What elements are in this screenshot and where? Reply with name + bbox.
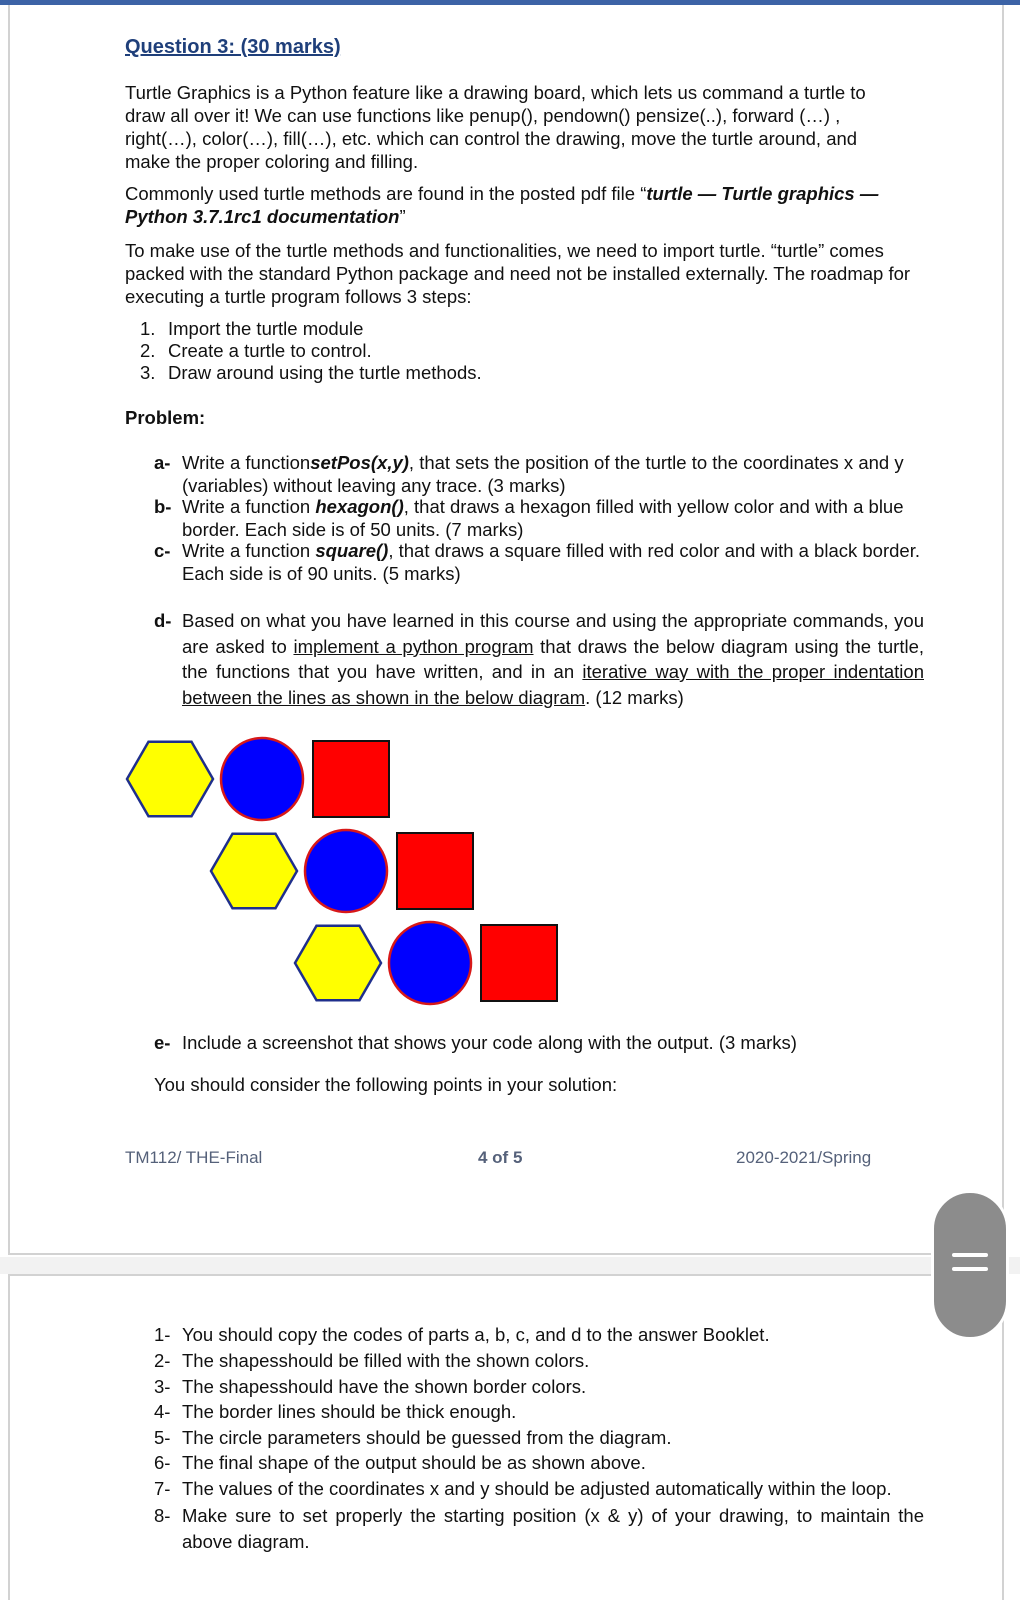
step-item [140,317,840,340]
part-text-post: , that draws a hexagon filled with yellow color and with a blue border. Each side is of 50 units. (7 marks) [182,496,904,540]
footer-page-number: 4 of 5 [478,1148,523,1167]
circle-shape [305,830,387,912]
intro2-suffix: ” [399,206,406,227]
intro2-prefix: Commonly used turtle methods are found in the posted pdf file “ [125,183,647,204]
function-name: hexagon() [315,496,404,517]
footer-course: TM112/ THE-Final [125,1148,263,1167]
point-item [154,1349,924,1372]
grip-line [952,1253,988,1257]
part-marker: d- [154,610,172,631]
step-text: Create a turtle to control. [168,340,372,361]
hexagon-shape [295,926,381,1000]
point-marker: 5- [154,1427,171,1448]
problem-part-d [154,608,924,710]
step-marker: 1. [140,318,156,339]
turtle-diagram [0,720,1020,1020]
function-name: square() [315,540,389,561]
part-marker: a- [154,452,171,473]
part-marker: b- [154,496,172,517]
part-d-link-2: iterative way with the proper indentation between the lines as shown in the below diagram [182,661,924,708]
point-marker: 4- [154,1401,171,1422]
square-shape [397,833,473,909]
point-marker: 6- [154,1452,171,1473]
intro-paragraph-2 [125,182,925,228]
grip-line [952,1267,988,1271]
part-text-pre: Write a function [182,452,311,473]
intro-paragraph-1: Turtle Graphics is a Python feature like a drawing board, which lets us command a turtle to draw all over it! We can use functions like penup(), pendown() pensize(..), forward (…) , right(…), color(…), fill(…), etc. which can control the drawing, move the turtle around, and make the proper coloring and filling. [125,82,866,172]
problem-part-a [154,451,929,497]
part-marker: e- [154,1032,171,1053]
point-item [154,1451,924,1474]
part-text-post: , that draws a square filled with red color and with a black border. Each side is of 90 units. (5 marks) [182,540,920,584]
circle-shape [221,738,303,820]
point-item [154,1323,924,1346]
point-text: The border lines should be thick enough. [182,1401,517,1422]
square-shape [481,925,557,1001]
hexagon-shape [127,742,213,816]
point-item [154,1375,924,1398]
part-text-pre: Write a function [182,496,316,517]
part-text-post: , that sets the position of the turtle to the coordinates x and y (variables) without leaving any trace. (3 marks) [182,452,904,496]
step-item [140,339,840,362]
point-text: The final shape of the output should be as shown above. [182,1452,646,1473]
step-item [140,361,840,384]
step-marker: 2. [140,340,156,361]
point-marker: 8- [154,1505,171,1526]
page-gap [0,1257,1020,1274]
point-text: Make sure to set properly the starting position (x & y) of your drawing, to maintain the above diagram. [182,1505,924,1552]
point-marker: 2- [154,1350,171,1371]
point-marker: 7- [154,1478,171,1499]
hexagon-shape [211,834,297,908]
scroll-handle[interactable] [931,1190,1009,1340]
part-d-mid: that draws the below diagram using the turtle, the functions that you have written, and in an [182,635,924,682]
point-item [154,1426,924,1449]
point-item [154,1503,924,1554]
step-text: Import the turtle module [168,318,364,339]
intro-paragraph-3: To make use of the turtle methods and functionalities, we need to import turtle. “turtle” comes packed with the standard Python package and need not be installed externally. The roadmap for executing a turtle program follows 3 steps: [125,240,911,307]
problem-part-b [154,495,929,541]
question-title: Question 3: (30 marks) [125,36,341,58]
doc-title: turtle — Turtle graphics — Python 3.7.1rc1 documentation [125,183,879,227]
part-d-post: . (12 marks) [585,686,684,708]
problem-part-c [154,539,929,585]
step-text: Draw around using the turtle methods. [168,362,482,383]
part-marker: c- [154,540,171,561]
part-d-link-1: implement a python program [293,635,534,657]
part-d-pre: Based on what you have learned in this course and using the appropriate commands, you are asked to [182,610,924,657]
point-text: The values of the coordinates x and y should be adjusted automatically within the loop. [182,1478,892,1499]
point-item [154,1477,924,1500]
problem-part-e [154,1031,924,1054]
part-text-pre: Write a function [182,540,316,561]
problem-heading: Problem: [125,407,206,428]
footer-term: 2020-2021/Spring [736,1148,872,1167]
step-marker: 3. [140,362,156,383]
point-text: The circle parameters should be guessed from the diagram. [182,1427,672,1448]
consider-text: You should consider the following points in your solution: [154,1074,618,1095]
point-marker: 1- [154,1324,171,1345]
circle-shape [389,922,471,1004]
function-name: setPos(x,y) [310,452,409,473]
point-text: You should copy the codes of parts a, b, c, and d to the answer Booklet. [182,1324,770,1345]
point-text: The shapesshould have the shown border colors. [182,1376,587,1397]
point-item [154,1400,924,1423]
point-marker: 3- [154,1376,171,1397]
part-e-text: Include a screenshot that shows your code along with the output. (3 marks) [182,1032,797,1053]
point-text: The shapesshould be filled with the shown colors. [182,1350,590,1371]
square-shape [313,741,389,817]
